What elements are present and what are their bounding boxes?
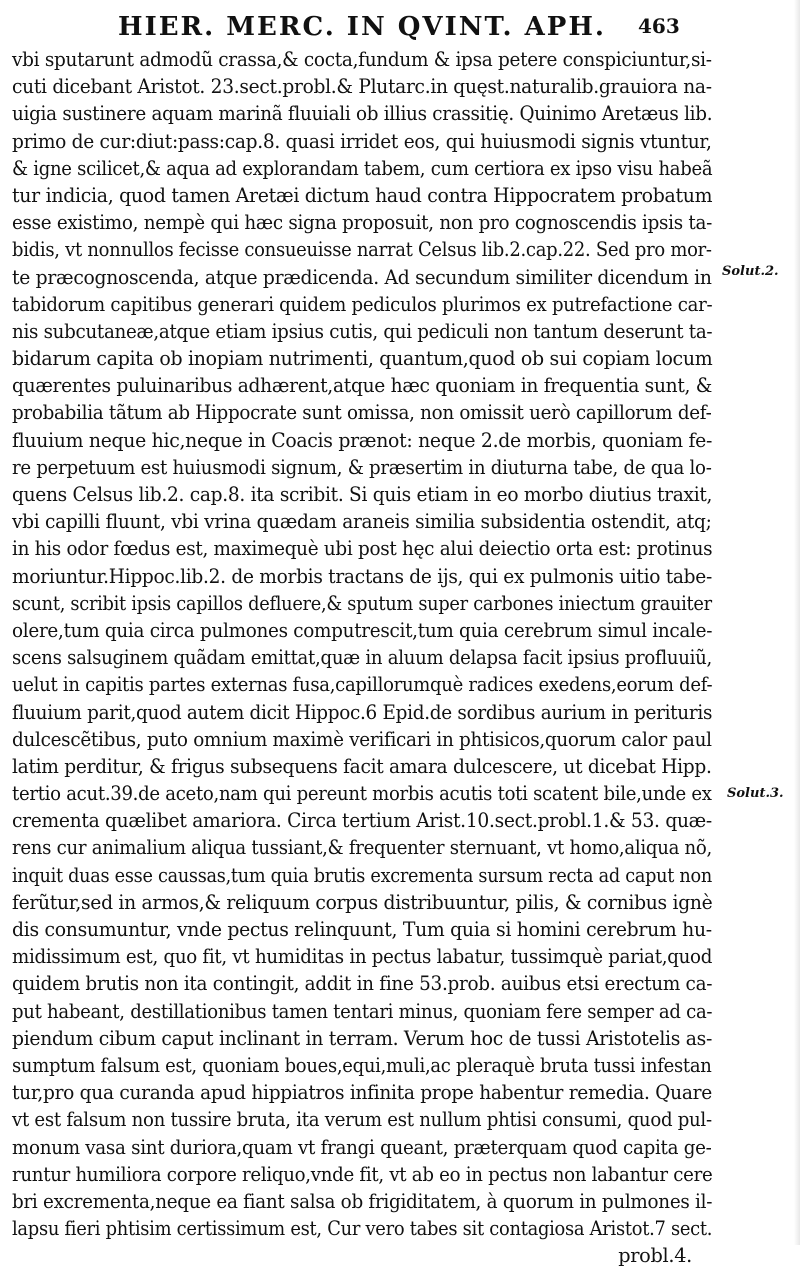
text-line: bri excrementa,neque ea fiant salsa ob frigiditatem, à quorum in pulmones il- xyxy=(12,1189,713,1213)
text-line: ferũtur,sed in armos,& reliquum corpus distribuuntur, pilis, & cornibus ignè xyxy=(12,890,713,914)
text-line: bidarum capita ob inopiam nutrimenti, quantum,quod ob sui copiam locum xyxy=(12,347,713,371)
text-line: bidis, vt nonnullos fecisse consueuisse narrat Celsus lib.2.cap.22. Sed pro mor- xyxy=(12,238,712,262)
text-line: primo de cur:diut:pass:cap.8. quasi irridet eos, qui huiusmodi signis vtuntur, xyxy=(12,129,712,153)
page-number: 463 xyxy=(638,14,680,38)
page-edge xyxy=(794,0,800,1245)
text-line: tur,pro qua curanda apud hippiatros infinita prope habentur remedia. Quare xyxy=(12,1081,712,1105)
text-line: in his odor fœdus est, maximequè ubi post hęc alui deiectio orta est: protinus xyxy=(12,537,713,561)
text-line: quidem brutis non ita contingit, addit in fine 53.prob. auibus etsi erectum ca- xyxy=(12,972,713,996)
text-line: vbi sputarunt admodũ crassa,& cocta,fundum & ipsa petere conspiciuntur,si- xyxy=(12,48,712,71)
text-line: dulcescẽtibus, puto omnium maximè verificari in phtisicos,quorum calor paul xyxy=(12,727,712,751)
text-line: moriuntur.Hippoc.lib.2. de morbis tractans de ijs, qui ex pulmonis uitio tabe- xyxy=(12,564,712,588)
text-line: quens Celsus lib.2. cap.8. ita scribit. Si quis etiam in eo morbo diutius traxit, xyxy=(12,483,713,506)
text-line: sumptum falsum est, quoniam boues,equi,muli,ac pleraquè bruta tussi infestan xyxy=(12,1053,712,1077)
margin-note: Solut.3. xyxy=(727,786,784,801)
text-line: rens cur animalium aliqua tussiant,& frequenter sternuant, vt homo,aliqua nõ, xyxy=(12,836,713,860)
text-line: olere,tum quia circa pulmones computrescit,tum quia cerebrum simul incale- xyxy=(12,618,713,642)
text-line: vbi capilli fluunt, vbi vrina quædam araneis similia subsidentia ostendit, atq; xyxy=(12,510,712,534)
text-line: midissimum est, quo fit, vt humiditas in pectus labatur, tussimquè pariat,quod xyxy=(12,945,713,969)
text-line: put habeant, destillationibus tamen tentari minus, quoniam fere semper ad ca- xyxy=(12,999,713,1023)
body-text xyxy=(12,46,712,1269)
text-line: monum vasa sint duriora,quam vt frangi queant, præterquam quod capita ge- xyxy=(12,1135,712,1159)
text-line: runtur humiliora corpore reliquo,vnde fit, vt ab eo in pectus non labantur cere xyxy=(12,1162,713,1186)
margin-note: Solut.2. xyxy=(722,264,779,279)
text-line: esse existimo, nempè qui hæc signa proposuit, non pro cognoscendis ipsis ta- xyxy=(12,211,712,235)
text-line: uelut in capitis partes externas fusa,capillorumquè radices exedens,eorum def- xyxy=(12,673,713,697)
text-line: scunt, scribit ipsis capillos defluere,& sputum super carbones iniectum grauiter xyxy=(12,591,712,615)
running-head: HIER. MERC. IN QVINT. APH. xyxy=(118,12,606,42)
text-line: inquit duas esse caussas,tum quia brutis excrementa sursum recta ad caput non xyxy=(12,863,712,887)
text-line: quærentes puluinaribus adhærent,atque hæc quoniam in frequentia sunt, & xyxy=(12,374,713,398)
text-line: fluuium parit,quod autem dicit Hippoc.6 Epid.de sordibus aurium in perituris xyxy=(12,700,713,724)
text-line: vt est falsum non tussire bruta, ita verum est nullum phtisi consumi, quod pul- xyxy=(12,1108,712,1132)
text-line: scens salsuginem quãdam emittat,quæ in aluum delapsa facit ipsius profluuiũ, xyxy=(12,646,713,670)
text-line: uigia sustinere aquam marinã fluuiali ob illius crassitię. Quinimo Aretæus lib. xyxy=(12,102,713,126)
text-line-catchword: probl.4. xyxy=(618,1244,692,1268)
text-line: nis subcutaneæ,atque etiam ipsius cutis, qui pediculi non tantum deserunt ta- xyxy=(12,319,713,343)
text-line: re perpetuum est huiusmodi signum, & præsertim in diuturna tabe, de qua lo- xyxy=(12,455,712,479)
text-line: crementa quælibet amariora. Circa tertium Arist.10.sect.probl.1.& 53. quæ- xyxy=(12,809,712,833)
text-line: dis consumuntur, vnde pectus relinquunt, Tum quia si homini cerebrum hu- xyxy=(12,918,712,941)
text-line: te præcognoscenda, atque prædicenda. Ad secundum similiter dicendum in xyxy=(12,265,712,289)
text-line: tertio acut.39.de aceto,nam qui pereunt morbis acutis toti scatent bile,unde ex xyxy=(12,782,712,806)
text-line: tabidorum capitibus generari quidem pediculos plurimos ex putrefactione car- xyxy=(12,292,713,316)
text-line: lapsu fieri phtisim certissimum est, Cur vero tabes sit contagiosa Aristot.7 sect. xyxy=(12,1217,713,1241)
text-line: piendum cibum caput inclinant in terram. Verum hoc de tussi Aristotelis as- xyxy=(12,1026,713,1050)
text-line: fluuium neque hic,neque in Coacis prænot: neque 2.de morbis, quoniam fe- xyxy=(12,428,713,452)
text-line: tur indicia, quod tamen Aretæi dictum haud contra Hippocratem probatum xyxy=(12,183,713,207)
text-line: probabilia tãtum ab Hippocrate sunt omissa, non omissit uerò capillorum def- xyxy=(12,401,712,425)
text-line: cuti dicebant Aristot. 23.sect.probl.& Plutarc.in quęst.naturalib.grauiora na- xyxy=(12,75,712,99)
text-line: latim perditur, & frigus subsequens facit amara dulcescere, ut dicebat Hipp. xyxy=(12,754,712,778)
text-line: & igne scilicet,& aqua ad explorandam tabem, cum certiora ex ipso visu habeã xyxy=(12,156,713,180)
page-header xyxy=(0,6,800,46)
